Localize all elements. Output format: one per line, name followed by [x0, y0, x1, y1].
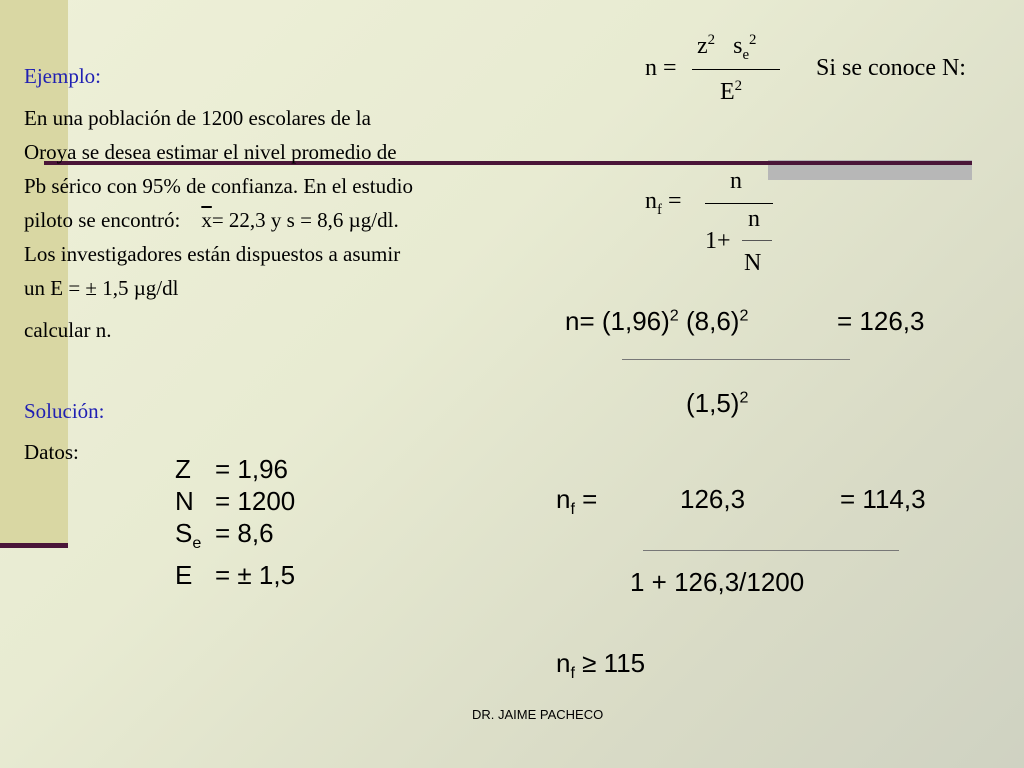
data-e: [175, 559, 295, 591]
example-line-4-prefix: piloto se encontró:: [24, 208, 181, 233]
calc-nf-numerator: 126,3: [680, 484, 746, 514]
formula-z: z: [697, 33, 708, 59]
formula-nf-eq: =: [667, 188, 682, 214]
datos-label: Datos:: [24, 440, 79, 464]
footer-author: DR. JAIME PACHECO: [472, 707, 604, 722]
example-line-6: un E = ± 1,5 µg/dl: [24, 276, 179, 301]
calc-n-denominator: [686, 388, 748, 419]
formula-nf-den-one: 1+: [705, 228, 731, 254]
data-se-label: S: [175, 518, 193, 548]
formula-nf-lhs: [645, 188, 682, 219]
calc-n-p2: 2: [739, 306, 749, 325]
data-n-value: = 1200: [215, 486, 296, 516]
known-N-label: Si se conoce N:: [816, 55, 966, 81]
calc-n-den-base: (1,5): [686, 388, 740, 418]
calc-nf-denominator: 1 + 126,3/1200: [630, 567, 805, 597]
formula-s: s: [733, 33, 743, 59]
calc-nf-label: n: [556, 484, 571, 514]
data-se-value: = 8,6: [215, 518, 274, 548]
formula-n-lhs: n =: [645, 55, 677, 81]
data-se-sub: e: [192, 534, 202, 553]
data-e-value: = ± 1,5: [215, 560, 296, 591]
data-z-label: Z: [175, 454, 191, 484]
formula-nf-sub: f: [657, 201, 662, 218]
calc-n-den-sup: 2: [739, 388, 749, 407]
left-accent-line: [0, 543, 68, 548]
calc-nf-fraction-bar: [643, 550, 899, 551]
formula-s-sup: 2: [749, 32, 757, 48]
data-se: [175, 517, 295, 559]
example-line-5: Los investigadores están dispuestos a asumir: [24, 242, 401, 267]
solution-heading: Solución:: [24, 399, 105, 423]
data-z: [175, 453, 295, 485]
example-line-7: calcular n.: [24, 318, 112, 342]
formula-s-sub: e: [742, 46, 750, 63]
formula-E-sup: 2: [734, 78, 743, 94]
formula-nf-fraction-bar: [705, 203, 773, 204]
final-label: n: [556, 648, 571, 678]
example-heading: Ejemplo:: [24, 64, 101, 88]
example-line-3: Pb sérico con 95% de confianza. En el estudio: [24, 174, 413, 199]
calc-n-prefix: n= (1,96): [565, 306, 670, 336]
final-value: ≥ 115: [574, 648, 646, 678]
calc-n-fraction-bar: [622, 359, 850, 360]
example-line-4-suffix: = 22,3 y s = 8,6 µg/dl.: [211, 208, 399, 233]
formula-numerator: [697, 32, 756, 64]
formula-denominator: [720, 78, 742, 106]
example-line-2: Oroya se desea estimar el nivel promedio de: [24, 140, 397, 165]
formula-E: E: [720, 79, 735, 105]
data-n-label: N: [175, 486, 194, 516]
calc-nf-result: = 114,3: [840, 484, 926, 514]
data-e-label: E: [175, 560, 193, 591]
calc-nf-sub: f: [570, 500, 575, 519]
formula-n-fraction-bar: [692, 69, 780, 70]
formula-nf-n: n: [645, 188, 657, 214]
calc-n-p1: 2: [669, 306, 679, 325]
calc-nf-lhs: [556, 484, 597, 519]
formula-nf-numerator: n: [730, 168, 742, 194]
formula-nf-inner-bar: [742, 240, 772, 241]
xbar-symbol: $\overline{x}$: [201, 208, 212, 233]
formula-z-sup: 2: [707, 32, 716, 48]
final-result: [556, 648, 645, 683]
calc-n-mid: (8,6): [678, 306, 740, 336]
formula-nf-den-n: n: [748, 206, 760, 232]
data-n: [175, 485, 295, 517]
calc-nf-eq: =: [574, 484, 598, 514]
data-z-value: = 1,96: [215, 454, 289, 484]
example-line-1: En una población de 1200 escolares de la: [24, 106, 371, 130]
example-line-4: [24, 203, 413, 237]
calc-n-line: [565, 306, 748, 337]
data-list: [175, 453, 295, 591]
final-sub: f: [570, 664, 575, 683]
formula-nf-den-N: N: [744, 250, 762, 276]
calc-n-result: = 126,3: [837, 306, 925, 336]
example-paragraph: [24, 101, 413, 305]
